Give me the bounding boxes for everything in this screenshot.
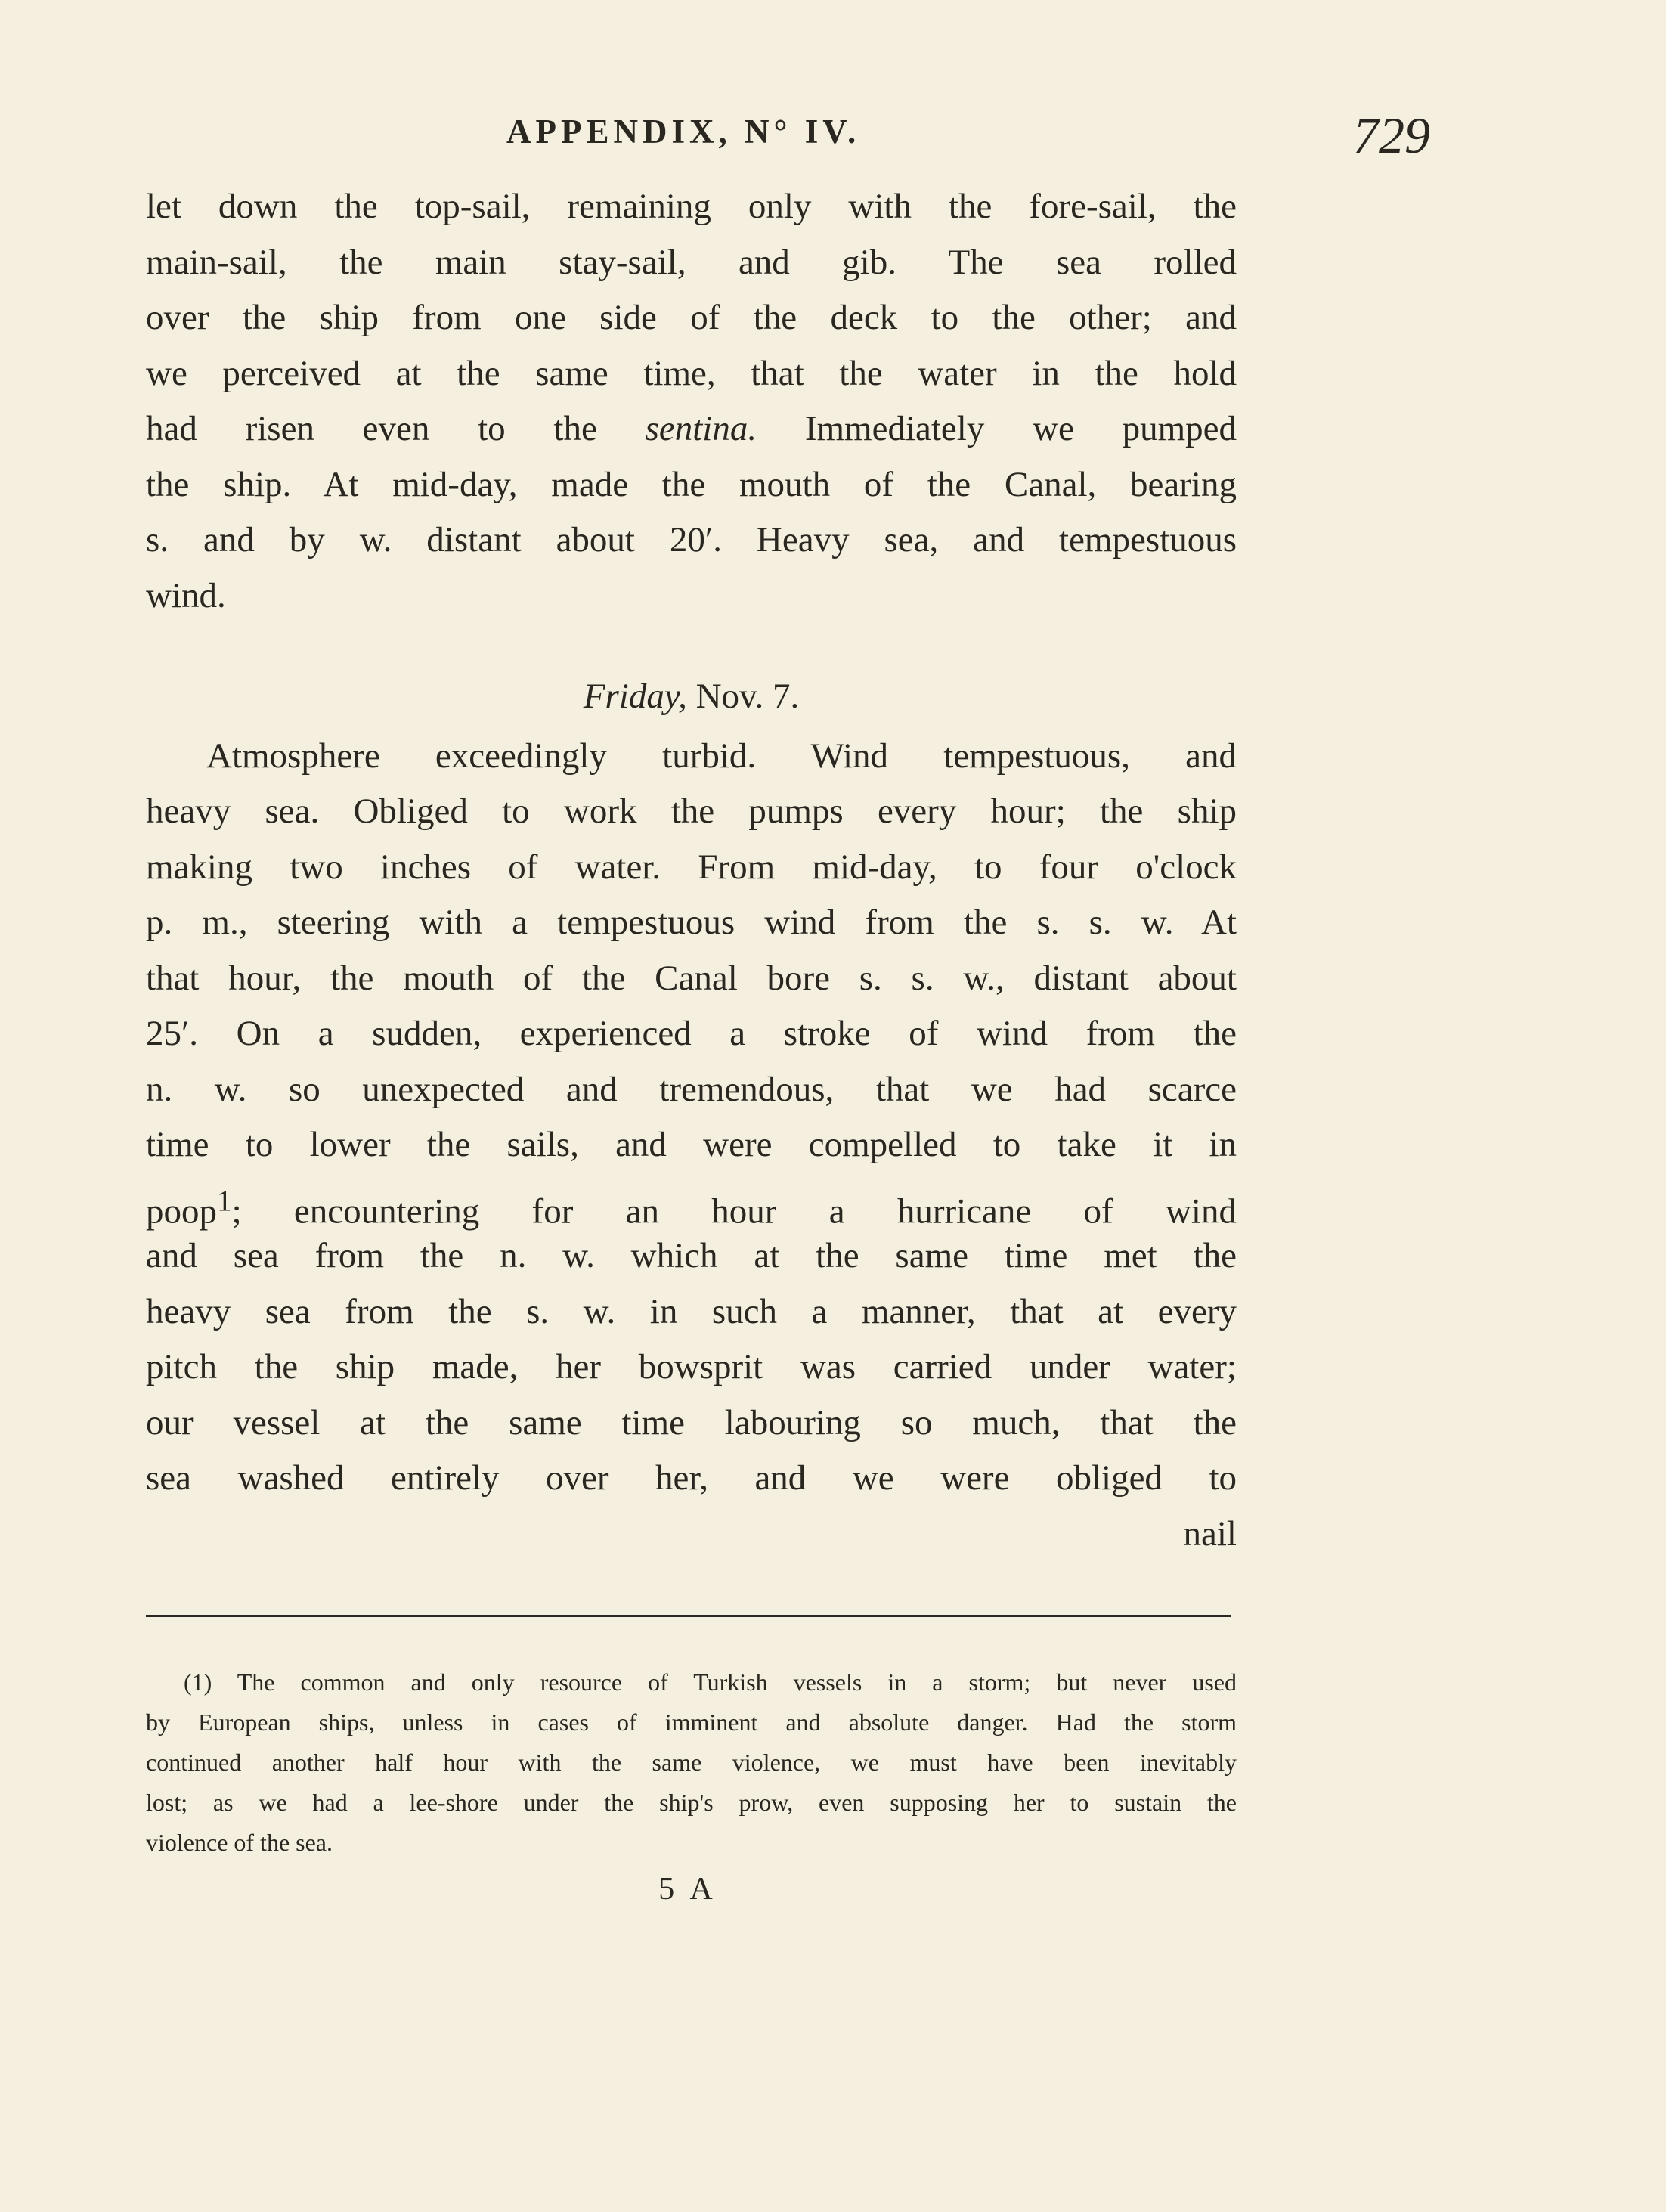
footnote-line: violence of the sea.: [146, 1829, 333, 1856]
text-line: time to lower the sails, and were compelled to take it in: [146, 1125, 1237, 1164]
text-line: s. and by w. distant about 20′. Heavy sea, and tempestuous: [146, 520, 1237, 559]
text-segment: Immediately we pumped: [804, 409, 1237, 448]
text-line: n. w. so unexpected and tremendous, that we had scarce: [146, 1069, 1237, 1109]
heading-date: Nov. 7.: [695, 677, 800, 716]
text-line: our vessel at the same time labouring so much, that the: [146, 1402, 1237, 1442]
footnote-line: (1) The common and only resource of Turkish vessels in a storm; but never used: [184, 1668, 1237, 1696]
footnote-line: lost; as we had a lee-shore under the ship's prow, even supposing her to sustain the: [146, 1789, 1237, 1816]
text-line: and sea from the n. w. which at the same time met the: [146, 1236, 1237, 1275]
page-number: 729: [1353, 107, 1430, 164]
text-line: main-sail, the main stay-sail, and gib. The sea rolled: [146, 242, 1237, 282]
text-line: over the ship from one side of the deck to the other; and: [146, 298, 1237, 337]
text-segment: had risen even to the: [146, 409, 597, 448]
text-line: we perceived at the same time, that the water in the hold: [146, 353, 1237, 393]
text-line: pitch the ship made, her bowsprit was carried under water;: [146, 1347, 1237, 1386]
text-line: wind.: [146, 575, 226, 615]
running-head: [0, 106, 1666, 164]
text-line: Atmosphere exceedingly turbid. Wind tempestuous, and: [206, 736, 1237, 776]
text-line: that hour, the mouth of the Canal bore s. s. w., distant about: [146, 958, 1237, 998]
date-heading: [146, 669, 1237, 725]
text-line: [146, 1173, 1237, 1229]
footnote-reference: 1: [217, 1184, 232, 1217]
body-text: [146, 179, 1237, 1562]
footnote-rule: [146, 1615, 1231, 1617]
text-line: [146, 401, 1237, 457]
text-line: heavy sea. Obliged to work the pumps every hour; the ship: [146, 792, 1237, 831]
text-line: making two inches of water. From mid-day, to four o'clock: [146, 847, 1237, 887]
text-segment: poop: [146, 1191, 217, 1231]
heading-day: Friday,: [583, 677, 687, 716]
text-line: let down the top-sail, remaining only with the fore-sail, the: [146, 187, 1237, 226]
italic-term: sentina.: [645, 409, 757, 448]
running-title: APPENDIX, N° IV.: [506, 113, 861, 150]
text-line: p. m., steering with a tempestuous wind from the s. s. w. At: [146, 903, 1237, 942]
text-line: sea washed entirely over her, and we were obliged to: [146, 1458, 1237, 1498]
signature-mark: 5 A: [658, 1872, 717, 1907]
text-line: the ship. At mid-day, made the mouth of the Canal, bearing: [146, 464, 1237, 504]
text-line: 25′. On a sudden, experienced a stroke of wind from the: [146, 1014, 1237, 1053]
catchword: nail: [1183, 1513, 1237, 1554]
footnote-line: continued another half hour with the same violence, we must have been inevitably: [146, 1749, 1237, 1776]
footnote-line: by European ships, unless in cases of imminent and absolute danger. Had the storm: [146, 1709, 1237, 1736]
text-segment: ; encountering for an hour a hurricane of wind: [231, 1191, 1237, 1231]
footnote: [146, 1662, 1237, 1863]
text-line: heavy sea from the s. w. in such a manner, that at every: [146, 1291, 1237, 1331]
